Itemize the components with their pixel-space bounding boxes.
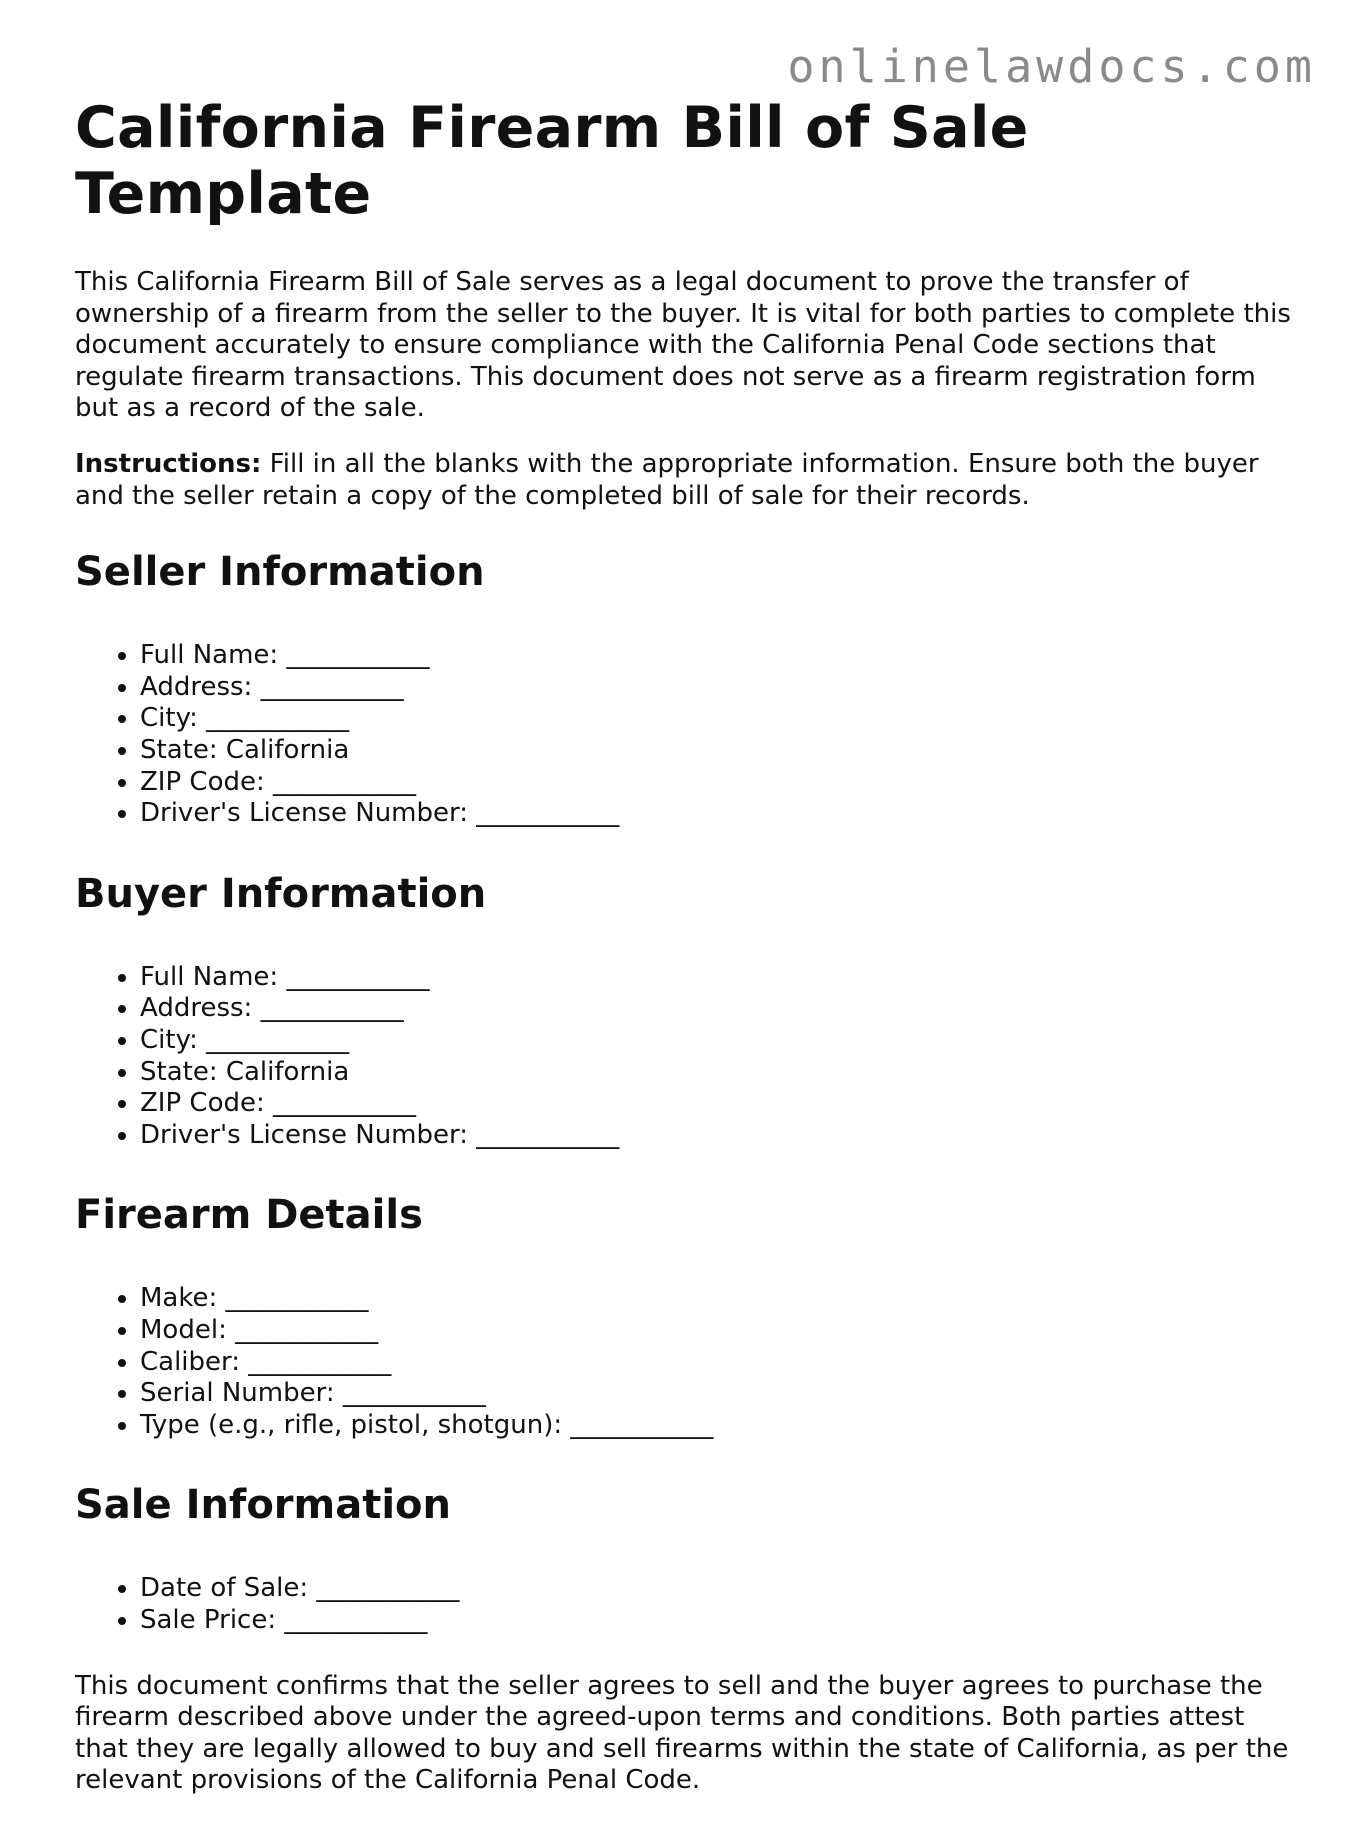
- firearm-type-field: • Type (e.g., rifle, pistol, shotgun): ___________: [140, 1410, 1295, 1442]
- firearm-model-field: • Model: ___________: [140, 1315, 1295, 1347]
- buyer-zip-field: • ZIP Code: ___________: [140, 1088, 1295, 1120]
- seller-city-field: • City: ___________: [140, 703, 1295, 735]
- document-title: California Firearm Bill of Sale Template: [75, 95, 1029, 227]
- instructions-label: Instructions:: [75, 449, 262, 480]
- seller-full-name-field: • Full Name: ___________: [140, 640, 1295, 672]
- instructions-paragraph: [75, 449, 1295, 512]
- buyer-full-name-field: • Full Name: ___________: [140, 962, 1295, 994]
- firearm-make-field: • Make: ___________: [140, 1283, 1295, 1315]
- sale-price-field: • Sale Price: ___________: [140, 1605, 1295, 1637]
- firearm-section-heading: Firearm Details: [75, 1192, 423, 1239]
- firearm-serial-field: • Serial Number: ___________: [140, 1378, 1295, 1410]
- buyer-state-field: • State: California: [140, 1057, 1295, 1089]
- site-watermark: onlinelawdocs.com: [787, 40, 1316, 93]
- sale-section-heading: Sale Information: [75, 1482, 451, 1529]
- sale-date-field: • Date of Sale: ___________: [140, 1573, 1295, 1605]
- sale-field-list: [75, 1573, 1295, 1636]
- closing-paragraph: This document confirms that the seller agrees to sell and the buyer agrees to purchase the firearm described above under the agreed-upon terms and conditions. Both parties attest that they are legally allowed to buy and sell firearms within the state of California, as per the relevant provisions of the California Penal Code.: [75, 1670, 1289, 1796]
- firearm-field-list: [75, 1283, 1295, 1441]
- seller-field-list: [75, 640, 1295, 830]
- seller-license-field: • Driver's License Number: ___________: [140, 798, 1295, 830]
- intro-paragraph: This California Firearm Bill of Sale serves as a legal document to prove the transfer of ownership of a firearm from the seller to the buyer. It is vital for both parties to complete this document accurately to ensure compliance with the California Penal Code sections that regulate firearm transactions. This document does not serve as a firearm registration form but as a record of the sale.: [75, 267, 1291, 424]
- seller-section-heading: Seller Information: [75, 549, 485, 596]
- buyer-field-list: [75, 962, 1295, 1152]
- seller-zip-field: • ZIP Code: ___________: [140, 767, 1295, 799]
- buyer-license-field: • Driver's License Number: ___________: [140, 1120, 1295, 1152]
- document-page: [75, 96, 1295, 1821]
- buyer-city-field: • City: ___________: [140, 1025, 1295, 1057]
- buyer-section-heading: Buyer Information: [75, 870, 487, 917]
- seller-address-field: • Address: ___________: [140, 672, 1295, 704]
- firearm-caliber-field: • Caliber: ___________: [140, 1347, 1295, 1379]
- buyer-address-field: • Address: ___________: [140, 993, 1295, 1025]
- seller-state-field: • State: California: [140, 735, 1295, 767]
- instructions-text: Fill in all the blanks with the appropriate information. Ensure both the buyer and the seller retain a copy of the completed bill of sale for their records.: [75, 449, 1259, 511]
